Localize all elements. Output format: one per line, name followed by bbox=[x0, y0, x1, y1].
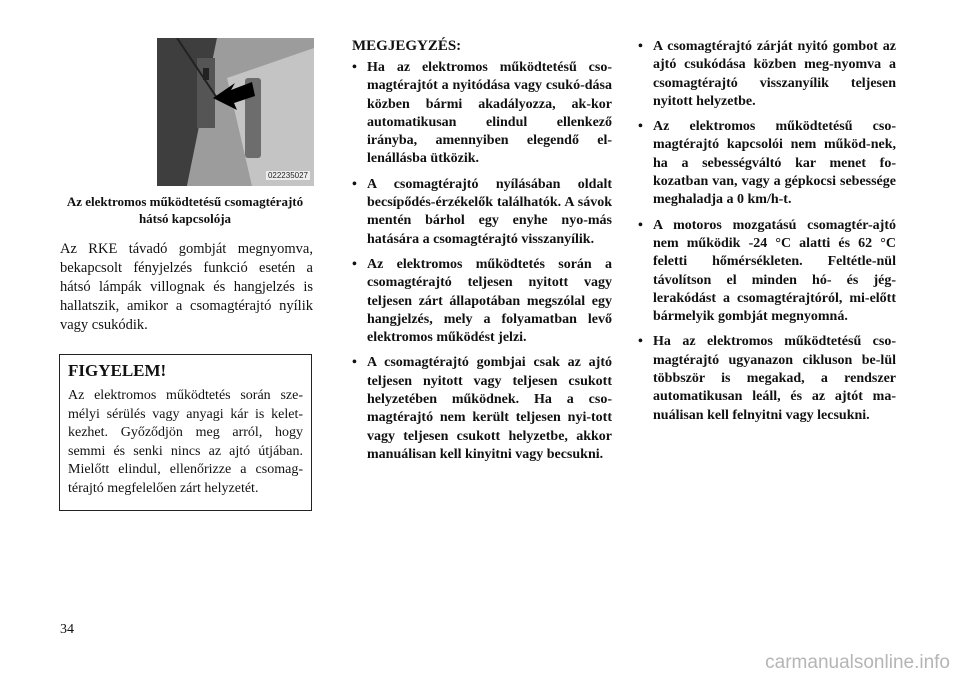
list-item: • Az elektromos működtetés során a csomagtérajtó teljesen nyitott vagy teljesen zárt állapotában megszólal egy hangjelzés, mely a folyamatban levő elektromos működést jelzi. bbox=[352, 256, 612, 347]
list-item: • A motoros mozgatású csomagtér-ajtó nem működik -24 °C alatti és 62 °C feletti hőmérsékleten. Feltétle-nül távolítson el minden hó- és jég-lerakódást a csomagtérajtóról, mi-előtt bármelyik gombját megnyomná. bbox=[638, 217, 896, 327]
figure-code: 022235027 bbox=[267, 171, 308, 180]
arrow-left-icon bbox=[157, 38, 314, 186]
list-item: • Ha az elektromos működtetésű cso-magtérajtó ugyanazon cikluson be-lül többször is megakad, a rendszer automatikusan leáll, és az ajtót ma-nuálisan kell felnyitni vagy lecsukni. bbox=[638, 333, 896, 424]
list-item: • A csomagtérajtó gombjai csak az ajtó teljesen nyitott vagy teljesen csukott helyzetében működnek. Ha a cso-magtérajtó nem került teljesen nyi-tott vagy teljesen csukott helyzetbe, akkor manuálisan kell kinyitni vagy becsukni. bbox=[352, 354, 612, 464]
watermark: carmanualsonline.info bbox=[765, 652, 950, 673]
warning-box bbox=[59, 354, 312, 511]
note-column-2 bbox=[638, 38, 896, 432]
liftgate-switch-photo bbox=[157, 38, 314, 186]
list-item: • Ha az elektromos működtetésű cso-magtérajtót a nyitódása vagy csukó-dása közben bármi akadályozza, ak-kor automatikusan elindul ellenkező irányba, amennyiben elegendő el-lenállásba ütközik. bbox=[352, 59, 612, 169]
warning-text: Az elektromos működtetés során sze-mélyi sérülés vagy anyagi kár is kelet-kezhet. Győződjön meg arról, hogy semmi és senki nincs az ajtó útjában. Mielőtt elindul, ellenőrizze a csomag-térajtó megfelelően zárt helyzetét. bbox=[68, 388, 303, 496]
list-item: • Az elektromos működtetésű cso-magtérajtó kapcsolói nem működ-nek, ha a sebességváltó kar menet fo-kozatban van, vagy a gépkocsi sebessége meghaladja a 0 km/h-t. bbox=[638, 118, 896, 209]
list-item: • A csomagtérajtó zárját nyitó gombot az ajtó csukódása közben meg-nyomva a csomagtérajtó visszanyílik teljesen nyitott helyzetbe. bbox=[638, 38, 896, 111]
note-list-2 bbox=[638, 38, 896, 425]
page-number: 34 bbox=[60, 622, 74, 637]
intro-paragraph: Az RKE távadó gombját megnyomva, bekapcsolt fényjelzés funkció esetén a hátsó lámpák villognak és hangjelzés is hallatszik, amikor a csomagtérajtó nyílik vagy csukódik. bbox=[60, 241, 313, 333]
note-column-1 bbox=[352, 38, 612, 471]
list-item: • A csomagtérajtó nyílásában oldalt becsípődés-érzékelők találhatók. A sávok mentén bárhol egy enyhe nyo-más hatására a csomagtérajtó visszanyílik. bbox=[352, 176, 612, 249]
warning-title: FIGYELEM! bbox=[68, 361, 167, 380]
note-title: MEGJEGYZÉS: bbox=[352, 38, 462, 54]
figure-caption: Az elektromos működtetésű csomagtérajtó hátsó kapcsolója bbox=[66, 194, 304, 226]
note-list-1 bbox=[352, 59, 612, 464]
